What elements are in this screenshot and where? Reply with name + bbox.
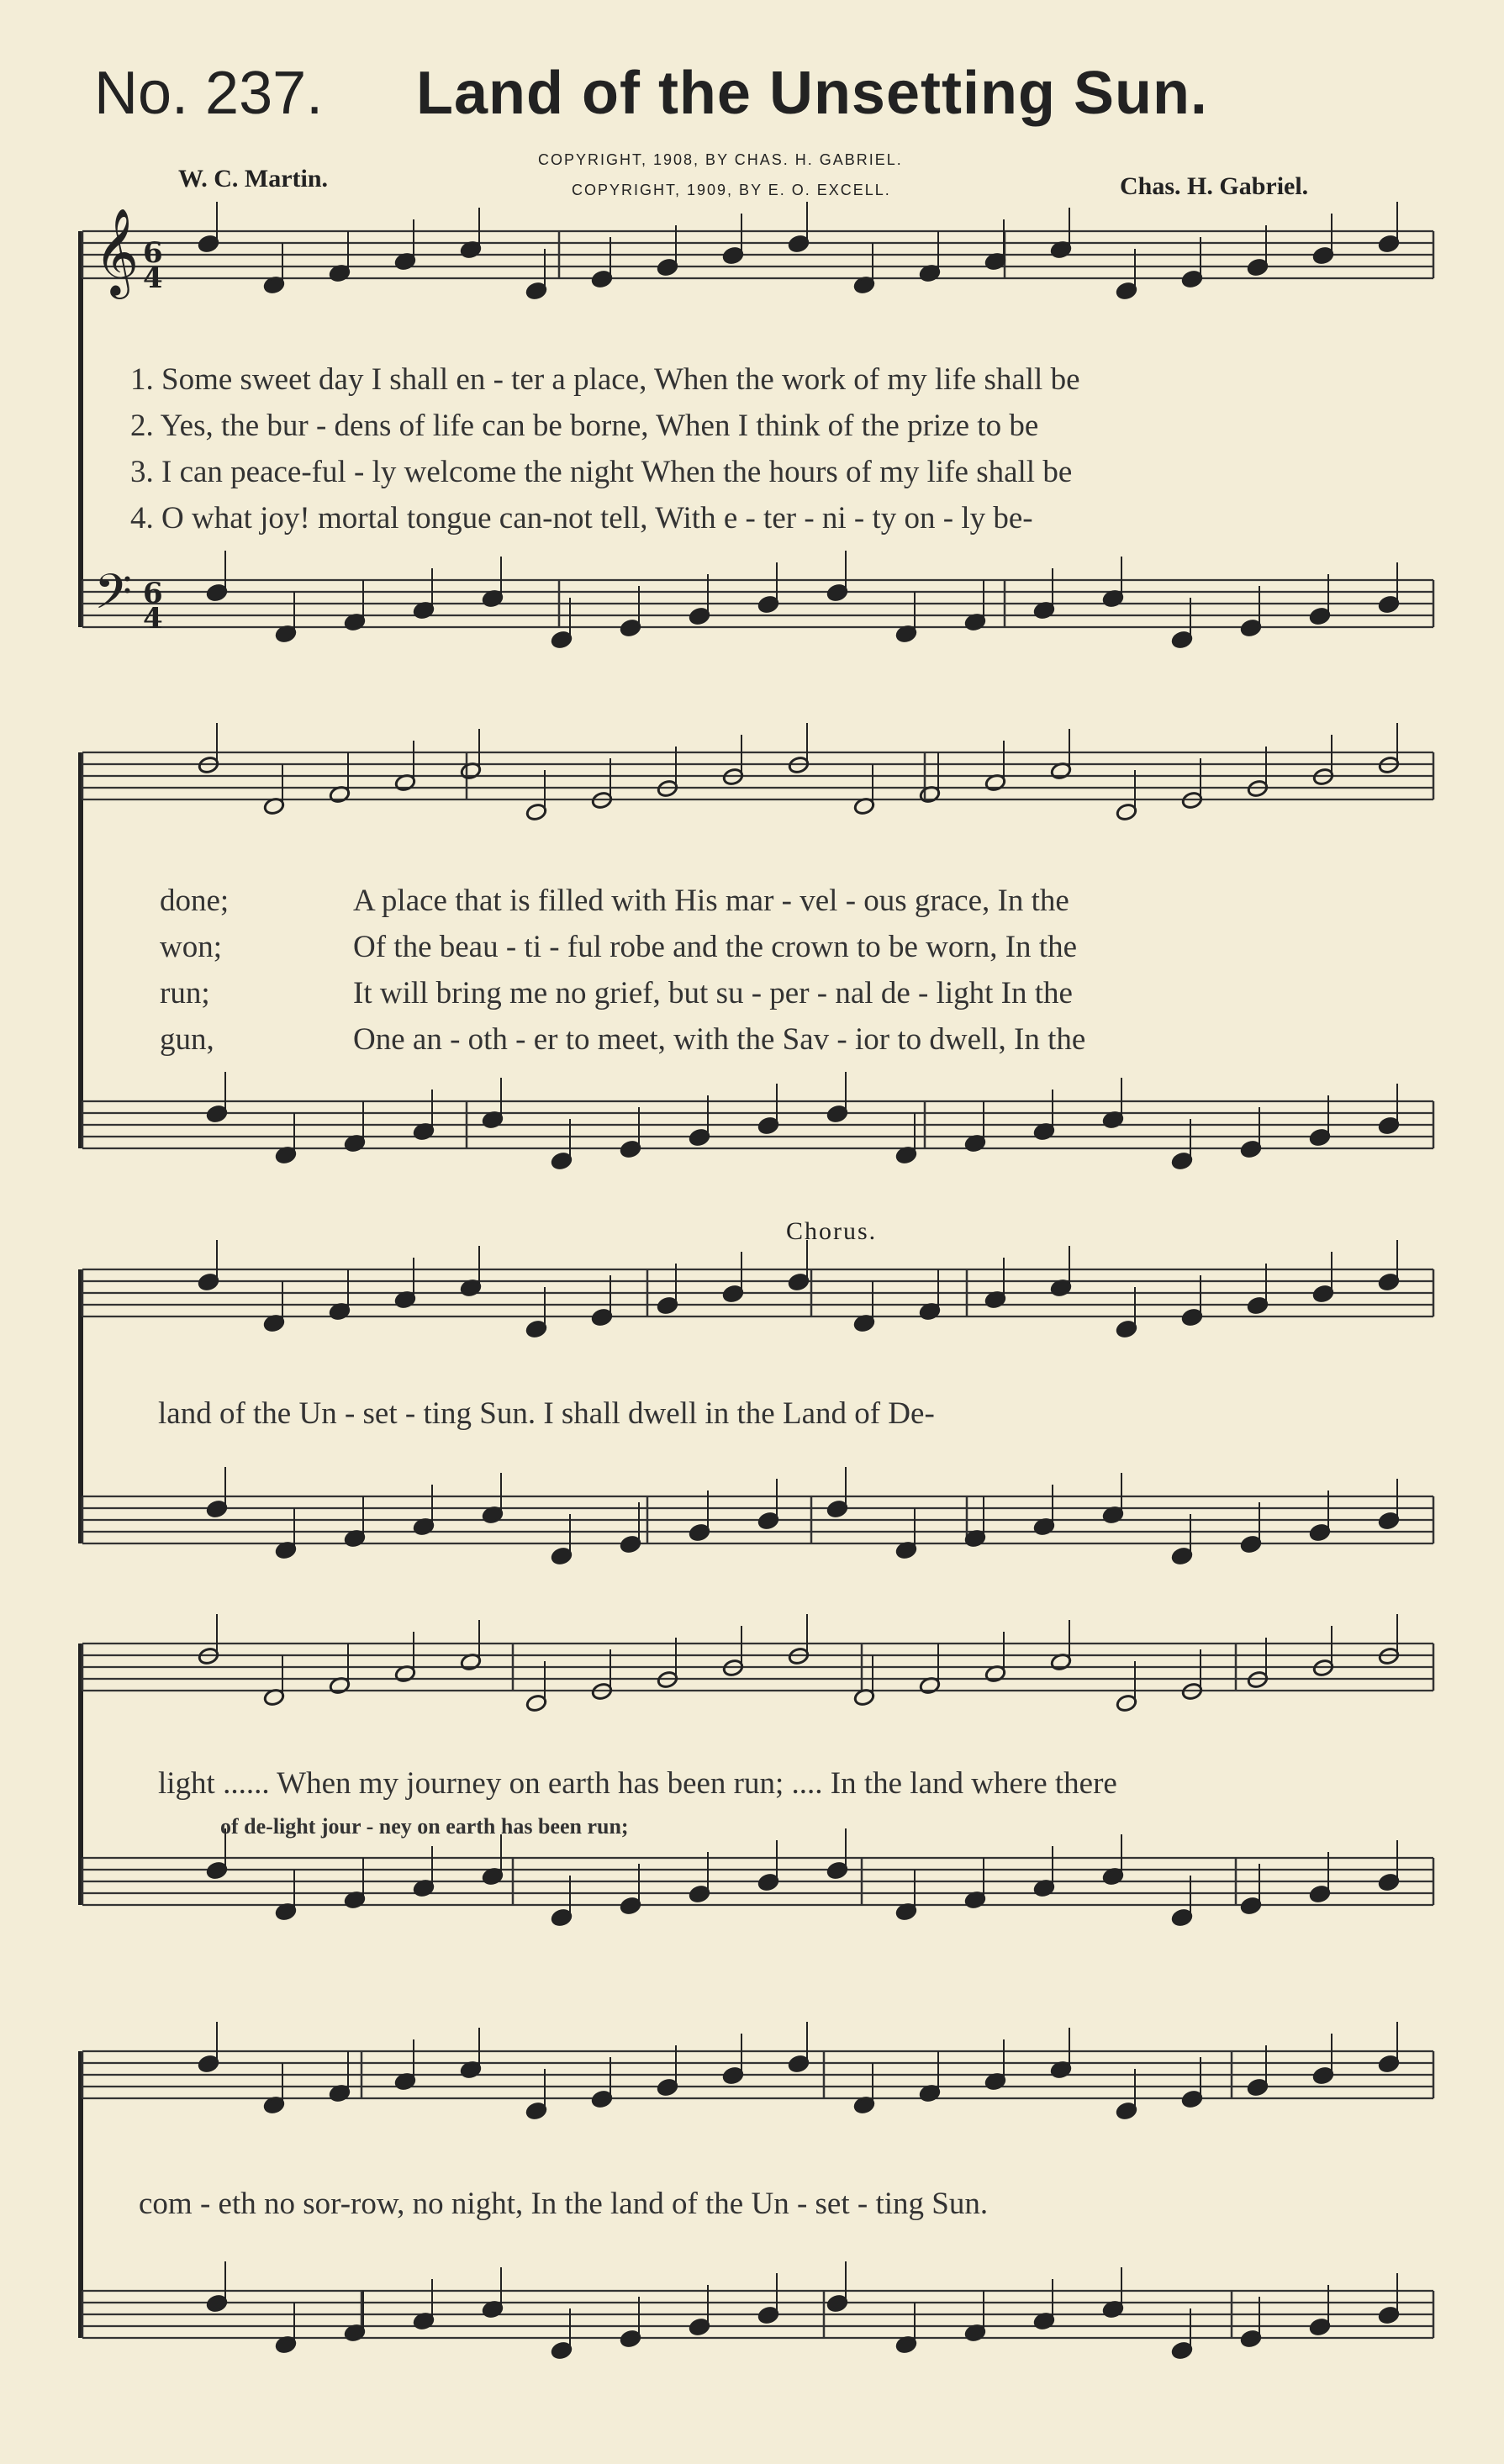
time-signature-top: 6 — [143, 577, 163, 610]
lyrics-system-5: com - eth no sor-row, no night, In the land of the Un - set - ting Sun. — [139, 2187, 989, 2221]
time-signature-bottom: 4 — [143, 261, 163, 295]
chorus-label: Chorus. — [786, 1217, 878, 1245]
lyrics-system-4: light ...... When my journey on earth has been run; .... In the land where there — [158, 1766, 1117, 1801]
time-signature-top: 6 — [143, 236, 163, 270]
verse-3-word: run; — [160, 976, 210, 1010]
treble-clef-icon: 𝄞 — [94, 208, 140, 296]
verse-1-line: 1. Some sweet day I shall en - ter a place, When the work of my life shall be — [130, 362, 1080, 397]
hymn-title: Land of the Unsetting Sun. — [416, 60, 1208, 127]
bass-echo-words: of de-light jour - ney on earth has been run; — [220, 1814, 629, 1839]
verse-3-line: 3. I can peace-ful - ly welcome the night When the hours of my life shall be — [130, 455, 1073, 489]
lyrics-system-3: land of the Un - set - ting Sun. I shall dwell in the Land of De- — [158, 1396, 935, 1431]
bass-clef-icon: 𝄢 — [94, 563, 133, 632]
verse-1-word: done; — [160, 884, 230, 918]
verse-1-line-2: A place that is filled with His mar - vel - ous grace, In the — [353, 884, 1069, 918]
verse-4-line: 4. O what joy! mortal tongue can-not tell, With e - ter - ni - ty on - ly be- — [130, 501, 1033, 536]
verse-3-line-2: It will bring me no grief, but su - per - nal de - light In the — [353, 976, 1073, 1010]
hymn-number: No. 237. — [94, 60, 324, 127]
copyright-line-1: COPYRIGHT, 1908, BY CHAS. H. GABRIEL. — [538, 151, 903, 168]
composer-credit: Chas. H. Gabriel. — [1120, 172, 1309, 200]
verse-2-line: 2. Yes, the bur - dens of life can be borne, When I think of the prize to be — [130, 409, 1039, 443]
copyright-line-2: COPYRIGHT, 1909, BY E. O. EXCELL. — [572, 182, 891, 198]
verse-2-line-2: Of the beau - ti - ful robe and the crown to be worn, In the — [353, 930, 1077, 964]
time-signature-bottom: 4 — [143, 602, 163, 636]
verse-4-word: gun, — [160, 1022, 214, 1057]
verse-4-line-2: One an - oth - er to meet, with the Sav - ior to dwell, In the — [353, 1022, 1086, 1057]
verse-2-word: won; — [160, 930, 222, 964]
poet-credit: W. C. Martin. — [178, 165, 329, 193]
